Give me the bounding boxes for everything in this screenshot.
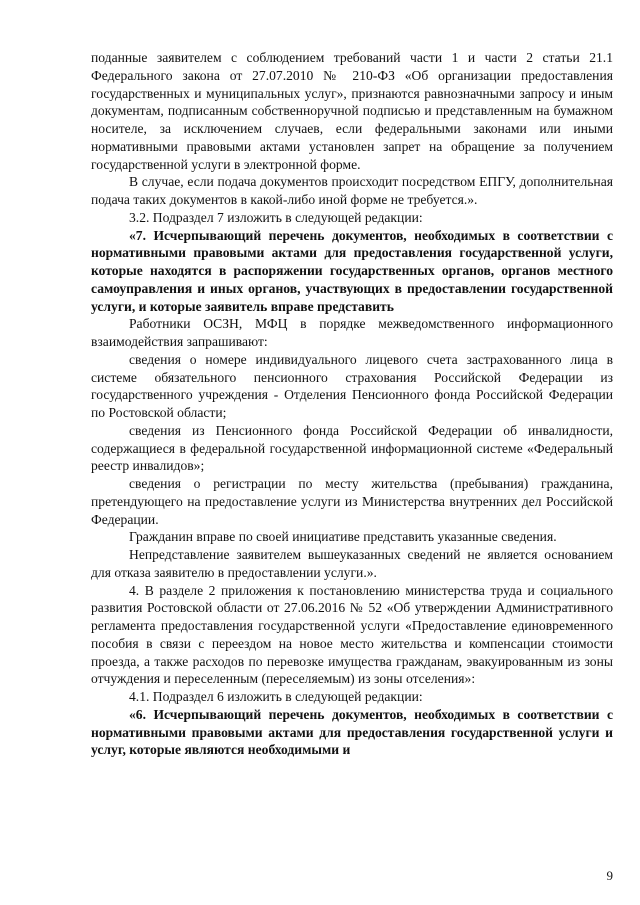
paragraph-4-1: 4.1. Подраздел 6 изложить в следующей редакции:	[129, 689, 423, 704]
paragraph-citizen-right: Гражданин вправе по своей инициативе представить указанные сведения.	[129, 529, 557, 545]
heading-subsection-6: «6. Исчерпывающий перечень документов, необходимых в соответствии с нормативными правовыми актами для предоставления государственной услуги и услуг, которые являются необходимыми и	[91, 706, 613, 758]
heading-subsection-7: «7. Исчерпывающий перечень документов, необходимых в соответствии с нормативными правовыми актами для предоставления государственной услуги, которые находятся в распоряжении государственных органов, органов местного самоуправления и иных органов, участвующих в предоставлении государственной услуги, и которые заявитель вправе представить	[91, 227, 613, 314]
paragraph-account-info: сведения о номере индивидуального лицевого счета застрахованного лица в системе обязательного пенсионного страхования Российской Федерации из государственного учреждения - Отделения Пенсионного фонда Российской Федерации по Ростовской области;	[91, 351, 613, 420]
paragraph-workers-request: Работники ОСЗН, МФЦ в порядке межведомственного информационного взаимодействия запрашивают:	[91, 316, 613, 349]
paragraph-continuation: поданные заявителем с соблюдением требований части 1 и части 2 статьи 21.1 Федерального закона от 27.07.2010 № 210-ФЗ «Об организации предоставления государственных и муниципальных услуг», признаются равнозначными запросу и иным документам, подписанным собственноручной подписью и представленным на бумажном носителе, за исключением случаев, если федеральными законами или иными нормативными правовыми актами установлен запрет на обращение за получением государственной услуги в электронной форме.	[91, 50, 613, 172]
page-number: 9	[606, 868, 613, 883]
paragraph-3-2: 3.2. Подраздел 7 изложить в следующей редакции:	[129, 209, 423, 225]
paragraph-disability-info: сведения из Пенсионного фонда Российской Федерации об инвалидности, содержащиеся в федеральной государственной информационной системе «Федеральный реестр инвалидов»;	[91, 422, 613, 474]
paragraph-section-4: 4. В разделе 2 приложения к постановлению министерства труда и социального развития Ростовской области от 27.06.2016 № 52 «Об утверждении Административного регламента предоставления государственной услуги «Предоставление единовременного пособия в связи с переездом на новое место жительства и компенсации стоимости проезда, а также расходов по перевозке имущества гражданам, эвакуированным из зоны отчуждения и переселенным (переселяемым) из зоны отселения»:	[91, 582, 613, 687]
paragraph-epgu: В случае, если подача документов происходит посредством ЕПГУ, дополнительная подача таких документов в какой-либо иной форме не требуется.».	[91, 174, 613, 207]
paragraph-non-submission: Непредставление заявителем вышеуказанных сведений не является основанием для отказа заявителю в предоставлении услуги.».	[91, 547, 613, 580]
paragraph-registration-info: сведения о регистрации по месту жительства (пребывания) гражданина, претендующего на предоставление услуги из Министерства внутренних дел Российской Федерации.	[91, 476, 613, 527]
